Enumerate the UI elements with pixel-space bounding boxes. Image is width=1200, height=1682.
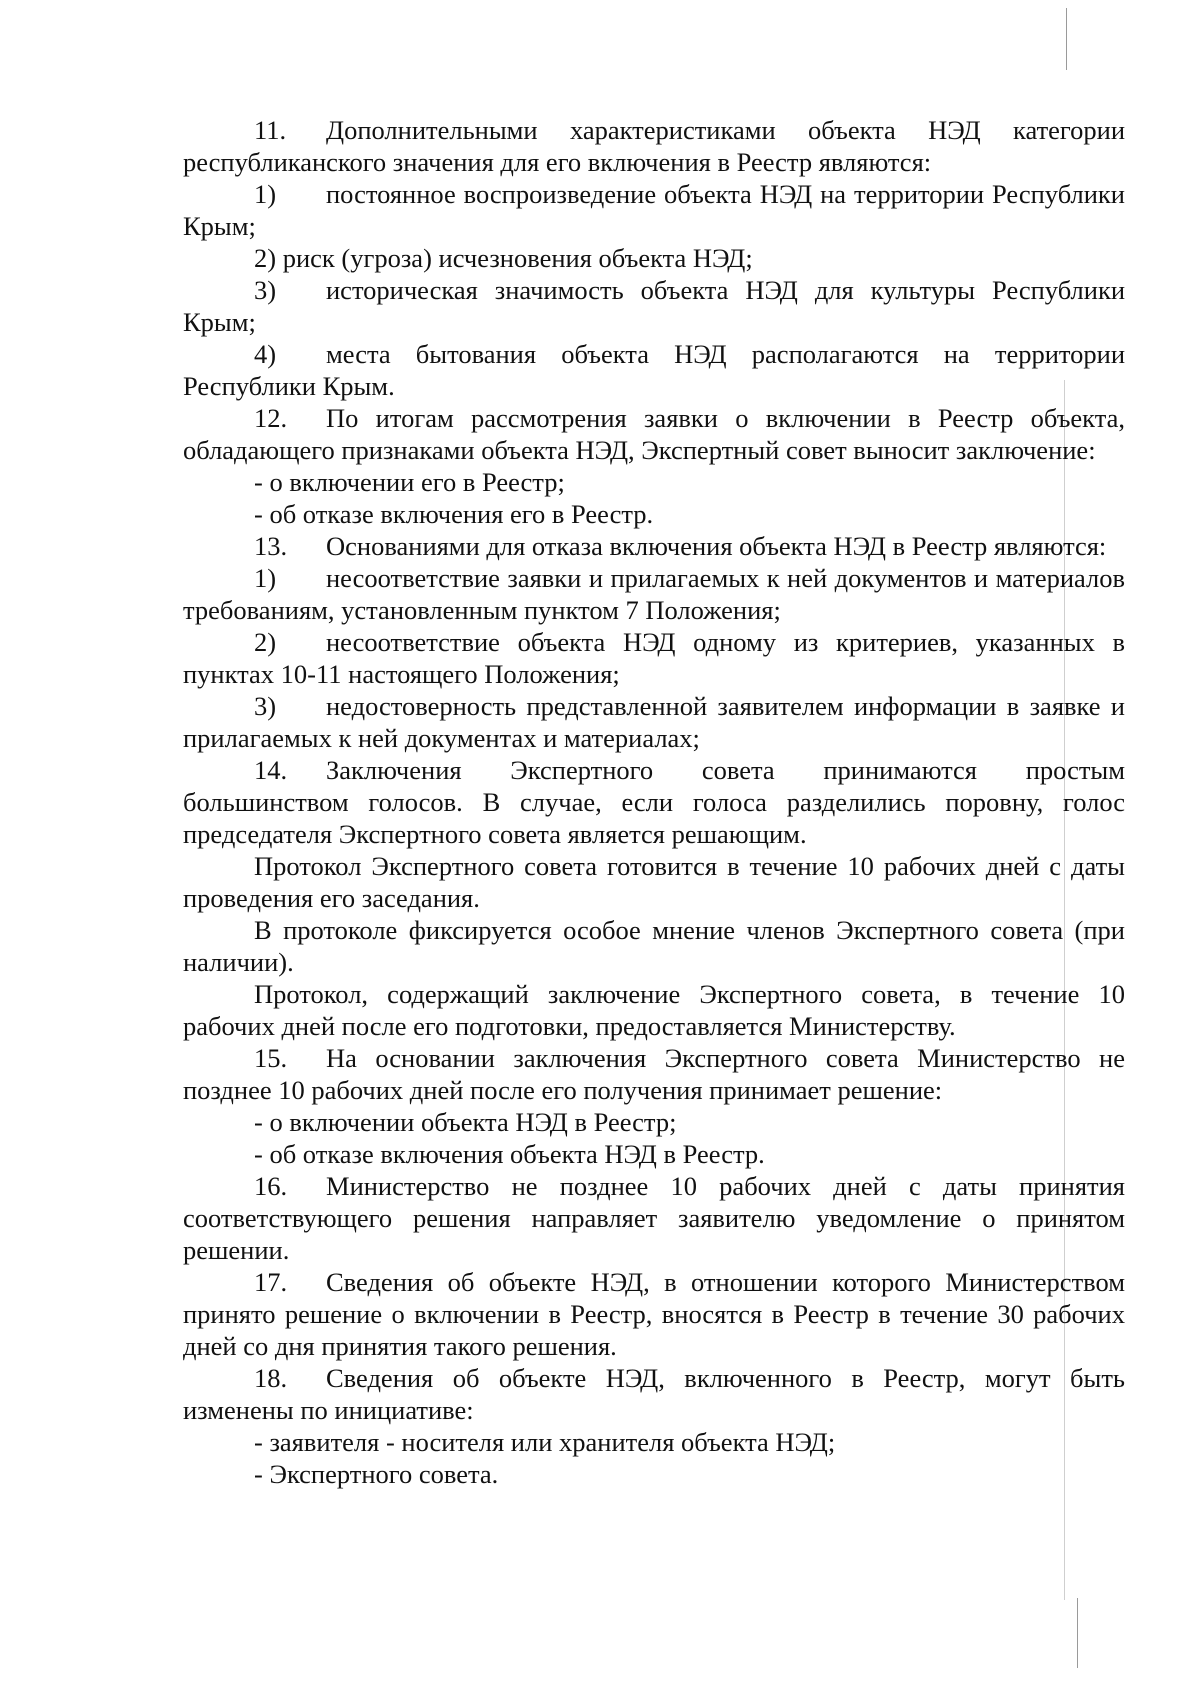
paragraph-number: 17. xyxy=(254,1267,288,1297)
paragraph-text: Сведения об объекте НЭД, в отношении которого Министерством принято решение о включении в Реестр, вносятся в Реестр в течение 30 рабочих дней со дня принятия такого решения. xyxy=(183,1267,1125,1361)
list-item-text: историческая значимость объекта НЭД для культуры Республики Крым; xyxy=(183,275,1125,337)
paragraph-12 xyxy=(183,402,1125,466)
paragraph-number: 18. xyxy=(254,1363,288,1393)
list-item xyxy=(183,242,1125,274)
list-item-text: - о включении объекта НЭД в Реестр; xyxy=(254,1107,677,1137)
paragraph-number: 12. xyxy=(254,403,288,433)
list-item xyxy=(183,562,1125,626)
paragraph-text: Сведения об объекте НЭД, включенного в Реестр, могут быть изменены по инициативе: xyxy=(183,1363,1125,1425)
paragraph-number: 13. xyxy=(254,531,288,561)
list-item xyxy=(183,626,1125,690)
list-item xyxy=(183,498,1125,530)
paragraph-text: Протокол Экспертного совета готовится в течение 10 рабочих дней с даты проведения его заседания. xyxy=(183,851,1125,913)
list-item-text: недостоверность представленной заявителем информации в заявке и прилагаемых к ней документах и материалах; xyxy=(183,691,1125,753)
paragraph-15 xyxy=(183,1042,1125,1106)
paragraph-18 xyxy=(183,1362,1125,1426)
list-item-text: постоянное воспроизведение объекта НЭД на территории Республики Крым; xyxy=(183,179,1125,241)
list-item xyxy=(183,1458,1125,1490)
list-item-text: - Экспертного совета. xyxy=(254,1459,499,1489)
list-item-text: места бытования объекта НЭД располагаются на территории Республики Крым. xyxy=(183,339,1125,401)
paragraph-number: 15. xyxy=(254,1043,288,1073)
list-item xyxy=(183,1106,1125,1138)
paragraph-number: 16. xyxy=(254,1171,288,1201)
list-item xyxy=(183,178,1125,242)
list-item-number: 1) xyxy=(254,563,277,593)
list-item-text: - об отказе включения объекта НЭД в Реестр. xyxy=(254,1139,765,1169)
paragraph-number: 11. xyxy=(254,115,287,145)
list-item xyxy=(183,466,1125,498)
paragraph xyxy=(183,850,1125,914)
list-item xyxy=(183,338,1125,402)
paragraph-number: 14. xyxy=(254,755,288,785)
list-item-number: 1) xyxy=(254,179,277,209)
list-item xyxy=(183,1426,1125,1458)
paragraph-14 xyxy=(183,754,1125,850)
paragraph-text: Заключения Экспертного совета принимаются простым большинством голосов. В случае, если голоса разделились поровну, голос председателя Экспертного совета является решающим. xyxy=(183,755,1125,849)
paragraph-text: Протокол, содержащий заключение Экспертного совета, в течение 10 рабочих дней после его подготовки, предоставляется Министерству. xyxy=(183,979,1125,1041)
list-item-number: 3) xyxy=(254,691,277,721)
list-item xyxy=(183,690,1125,754)
paragraph-text: Министерство не позднее 10 рабочих дней с даты принятия соответствующего решения направляет заявителю уведомление о принятом решении. xyxy=(183,1171,1125,1265)
list-item-text: - об отказе включения его в Реестр. xyxy=(254,499,654,529)
scan-edge-line-top xyxy=(1066,8,1067,70)
list-item-text: несоответствие объекта НЭД одному из критериев, указанных в пунктах 10-11 настоящего Положения; xyxy=(183,627,1125,689)
paragraph xyxy=(183,914,1125,978)
paragraph-text: Дополнительными характеристиками объекта НЭД категории республиканского значения для его включения в Реестр являются: xyxy=(183,115,1125,177)
list-item-text: - заявителя - носителя или хранителя объекта НЭД; xyxy=(254,1427,836,1457)
paragraph-17 xyxy=(183,1266,1125,1362)
list-item-number: 3) xyxy=(254,275,277,305)
list-item xyxy=(183,274,1125,338)
paragraph-text: По итогам рассмотрения заявки о включении в Реестр объекта, обладающего признаками объекта НЭД, Экспертный совет выносит заключение: xyxy=(183,403,1125,465)
paragraph xyxy=(183,978,1125,1042)
paragraph-11 xyxy=(183,114,1125,178)
paragraph-text: В протоколе фиксируется особое мнение членов Экспертного совета (при наличии). xyxy=(183,915,1125,977)
list-item-text: - о включении его в Реестр; xyxy=(254,467,565,497)
paragraph-text: На основании заключения Экспертного совета Министерство не позднее 10 рабочих дней после его получения принимает решение: xyxy=(183,1043,1125,1105)
scan-edge-line-bottom xyxy=(1077,1598,1078,1668)
paragraph-13 xyxy=(183,530,1125,562)
list-item-text: несоответствие заявки и прилагаемых к ней документов и материалов требованиям, установленным пунктом 7 Положения; xyxy=(183,563,1125,625)
document-body xyxy=(183,114,1125,1490)
list-item-number: 4) xyxy=(254,339,277,369)
list-item-number: 2) xyxy=(254,627,277,657)
list-item-text: 2) риск (угроза) исчезновения объекта НЭД; xyxy=(254,243,753,273)
paragraph-16 xyxy=(183,1170,1125,1266)
paragraph-text: Основаниями для отказа включения объекта НЭД в Реестр являются: xyxy=(326,531,1107,561)
list-item xyxy=(183,1138,1125,1170)
